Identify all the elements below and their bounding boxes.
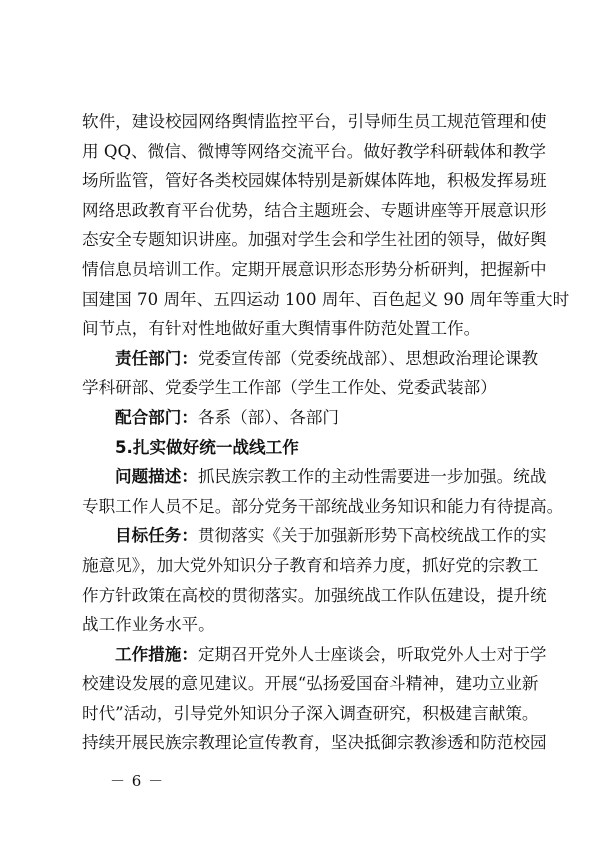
target-label: 目标任务： <box>115 526 198 546</box>
paragraph-line: 软件，建设校园网络舆情监控平台，引导师生员工规范管理和使 <box>82 112 547 131</box>
responsible-line <box>82 344 539 374</box>
document-body <box>82 107 570 758</box>
problem-label: 问题描述： <box>115 467 198 487</box>
target-text-cont: 作方针政策在高校的贯彻落实。加强统战工作队伍建设，提升统 <box>82 585 547 605</box>
measures-text: 定期召开党外人士座谈会，听取党外人士对于学 <box>197 644 547 664</box>
problem-text: 抓民族宗教工作的主动性需要进一步加强。统战 <box>197 467 547 487</box>
paragraph-line: 用 QQ、微信、微博等网络交流平台。做好教学科研载体和教学 <box>82 141 546 161</box>
measures-label: 工作措施： <box>115 644 198 664</box>
paragraph-line: 情信息员培训工作。定期开展意识形态形势分析研判，把握新中 <box>82 259 547 279</box>
responsible-label: 责任部门： <box>115 348 198 368</box>
paragraph-line: 间节点，有针对性地做好重大舆情事件防范处置工作。 <box>82 319 481 339</box>
paragraph-line: 态安全专题知识讲座。加强对学生会和学生社团的领导，做好舆 <box>82 230 547 250</box>
measures-line <box>82 640 547 670</box>
paragraph-line: 国建国 70 周年、五四运动 100 周年、百色起义 90 周年等重大时 <box>82 289 570 309</box>
cooperating-line <box>82 403 520 433</box>
problem-line <box>82 462 547 492</box>
page-number: － 6 － <box>110 772 165 790</box>
measures-text-cont: 持续开展民族宗教理论宣传教育，坚决抵御宗教渗透和防范校园 <box>82 733 547 753</box>
measures-text-cont: 校建设发展的意见建议。开展“弘扬爱国奋斗精神，建功立业新 <box>82 674 539 694</box>
target-text-cont: 施意见》，加大党外知识分子教育和培养力度，抓好党的宗教工 <box>82 555 539 575</box>
target-line <box>82 521 547 551</box>
problem-text-cont: 专职工作人员不足。部分党务干部统战业务知识和能力有待提高。 <box>82 496 564 516</box>
section-heading: 5.扎实做好统一战线工作 <box>115 437 299 457</box>
paragraph-line: 网络思政教育平台优势，结合主题班会、专题讲座等开展意识形 <box>82 200 547 220</box>
target-text: 贯彻落实《关于加强新形势下高校统战工作的实 <box>197 526 547 546</box>
cooperating-label: 配合部门： <box>115 407 198 427</box>
paragraph-line: 场所监管，管好各类校园媒体特别是新媒体阵地，积极发挥易班 <box>82 171 547 191</box>
responsible-text: 党委宣传部（党委统战部）、思想政治理论课教 <box>197 348 539 368</box>
target-text-cont: 战工作业务水平。 <box>82 615 215 635</box>
cooperating-text: 各系（部）、各部门 <box>197 407 340 427</box>
responsible-text-cont: 学科研部、党委学生工作部（学生工作处、党委武装部） <box>82 378 497 398</box>
measures-text-cont: 时代”活动，引导党外知识分子深入调查研究，积极建言献策。 <box>82 703 539 723</box>
